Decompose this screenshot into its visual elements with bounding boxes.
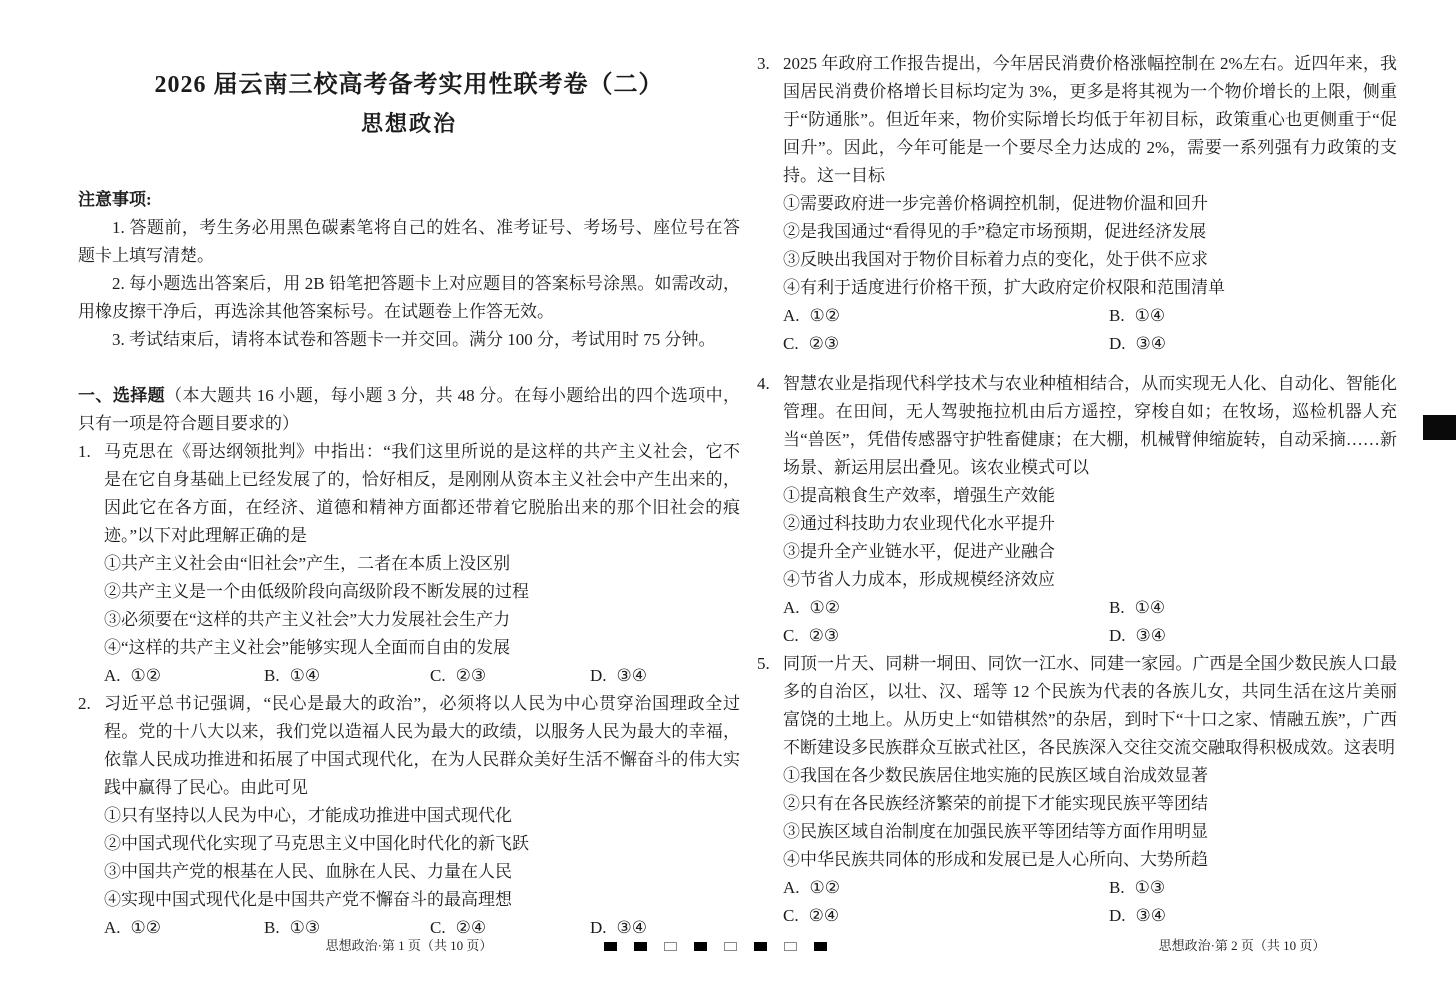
notice-item-1: 1. 答题前，考生务必用黑色碳素笔将自己的姓名、准考证号、考场号、座位号在答题卡上填写清楚。 (78, 218, 740, 265)
question-3-choices (757, 302, 1397, 358)
choice-c: C. ②④ (430, 918, 487, 937)
notice-heading: 注意事项: (78, 190, 152, 209)
question-3-item-1: ①需要政府进一步完善价格调控机制，促进物价温和回升 (783, 194, 1208, 213)
empty-square-mark (784, 942, 797, 951)
footer-squares (604, 942, 827, 951)
page-2 (757, 50, 1397, 930)
question-4-stem: 智慧农业是指现代科学技术与农业种植相结合，从而实现无人化、自动化、智能化管理。在田间，无人驾驶拖拉机由后方遥控，穿梭自如；在牧场，巡检机器人充当“兽医”，凭借传感器守护牲畜健康；在大棚，机械臂伸缩旋转，自动采摘……新场景、新运用层出叠见。该农业模式可以 (783, 374, 1397, 477)
section-heading-bold: 一、选择题 (78, 386, 166, 405)
section-heading (78, 382, 740, 438)
exam-title: 2026 届云南三校高考备考实用性联考卷（二） (154, 72, 664, 98)
choice-a: A. ①② (783, 598, 841, 617)
choice-a: A. ①② (104, 666, 162, 685)
question-3 (757, 50, 1397, 358)
question-2-item-3: ③中国共产党的根基在人民、血脉在人民、力量在人民 (104, 862, 512, 881)
exam-subject-title: 思想政治 (360, 111, 457, 136)
question-1 (78, 438, 740, 690)
choice-a: A. ①② (104, 918, 162, 937)
question-5 (757, 650, 1397, 930)
question-3-number: 3. (757, 54, 770, 73)
choice-a: A. ①② (783, 878, 841, 897)
choice-c: C. ②③ (783, 334, 840, 353)
choice-c: C. ②③ (783, 626, 840, 645)
question-4-number: 4. (757, 374, 770, 393)
question-5-item-4: ④中华民族共同体的形成和发展已是人心所向、大势所趋 (783, 850, 1208, 869)
question-5-number: 5. (757, 654, 770, 673)
choice-b: B. ①③ (264, 918, 321, 937)
page-1 (78, 66, 740, 942)
question-3-item-2: ②是我国通过“看得见的手”稳定市场预期，促进经济发展 (783, 222, 1207, 241)
choice-c: C. ②④ (783, 906, 840, 925)
question-4-choices (757, 594, 1397, 650)
section-heading-rest: （本大题共 16 小题，每小题 3 分，共 48 分。在每小题给出的四个选项中，只有一项是符合题目要求的） (78, 386, 741, 433)
question-5-item-1: ①我国在各少数民族居住地实施的民族区域自治成效显著 (783, 766, 1208, 785)
choice-b: B. ①③ (1109, 878, 1166, 897)
question-1-item-3: ③必须要在“这样的共产主义社会”大力发展社会生产力 (104, 610, 511, 629)
notice-list (78, 214, 740, 354)
question-5-item-3: ③民族区域自治制度在加强民族平等团结等方面作用明显 (783, 822, 1208, 841)
page-2-footer: 思想政治·第 2 页（共 10 页） (1158, 938, 1326, 953)
question-1-item-1: ①共产主义社会由“旧社会”产生，二者在本质上没区别 (104, 554, 511, 573)
question-4-item-3: ③提升全产业链水平，促进产业融合 (783, 542, 1055, 561)
question-1-number: 1. (78, 442, 91, 461)
question-1-item-4: ④“这样的共产主义社会”能够实现人全面而自由的发展 (104, 638, 511, 657)
question-2-number: 2. (78, 694, 91, 713)
filled-square-mark (754, 942, 767, 951)
question-4-item-2: ②通过科技助力农业现代化水平提升 (783, 514, 1055, 533)
question-5-choices (757, 874, 1397, 930)
choice-b: B. ①④ (1109, 598, 1166, 617)
question-2 (78, 690, 740, 942)
question-4-item-1: ①提高粮食生产效率，增强生产效能 (783, 486, 1055, 505)
filled-square-mark (814, 942, 827, 951)
question-3-stem: 2025 年政府工作报告提出，今年居民消费价格涨幅控制在 2%左右。近四年来，我国居民消费价格增长目标均定为 3%，更多是将其视为一个物价增长的上限，侧重于“防通胀”。但近年来，物价实际增长均低于年初目标，政策重心也更侧重于“促回升”。因此，今年可能是一个要尽全力达成的 2%，需要一系列强有力政策的支持。这一目标 (783, 54, 1397, 185)
question-5-item-2: ②只有在各民族经济繁荣的前提下才能实现民族平等团结 (783, 794, 1208, 813)
filled-square-mark (634, 942, 647, 951)
choice-c: C. ②③ (430, 666, 487, 685)
empty-square-mark (664, 942, 677, 951)
question-2-item-2: ②中国式现代化实现了马克思主义中国化时代化的新飞跃 (104, 834, 529, 853)
page-1-footer: 思想政治·第 1 页（共 10 页） (325, 938, 493, 953)
edge-registration-tab (1423, 415, 1456, 440)
question-1-choices (78, 662, 740, 690)
choice-d: D. ③④ (1109, 334, 1167, 353)
question-2-stem: 习近平总书记强调，“民心是最大的政治”，必须将以人民为中心贯穿治国理政全过程。党的十八大以来，我们党以造福人民为最大的政绩，以服务人民为最大的幸福，依靠人民成功推进和拓展了中国式现代化，在为人民群众美好生活不懈奋斗的伟大实践中赢得了民心。由此可见 (104, 694, 740, 797)
question-4 (757, 370, 1397, 650)
empty-square-mark (724, 942, 737, 951)
question-5-stem: 同顶一片天、同耕一垌田、同饮一江水、同建一家园。广西是全国少数民族人口最多的自治区，以壮、汉、瑶等 12 个民族为代表的各族儿女，共同生活在这片美丽富饶的土地上。从历史上“如错棋然”的杂居，到时下“十口之家、情融五族”，广西不断建设多民族群众互嵌式社区，各民族深入交往交流交融取得积极成效。这表明 (783, 654, 1397, 757)
notice-item-3: 3. 考试结束后，请将本试卷和答题卡一并交回。满分 100 分，考试用时 75 分钟。 (112, 330, 716, 349)
question-1-item-2: ②共产主义是一个由低级阶段向高级阶段不断发展的过程 (104, 582, 529, 601)
question-2-item-1: ①只有坚持以人民为中心，才能成功推进中国式现代化 (104, 806, 512, 825)
question-3-item-3: ③反映出我国对于物价目标着力点的变化，处于供不应求 (783, 250, 1208, 269)
question-1-stem: 马克思在《哥达纲领批判》中指出：“我们这里所说的是这样的共产主义社会，它不是在它自身基础上已经发展了的，恰好相反，是刚刚从资本主义社会中产生出来的，因此它在各方面，在经济、道德和精神方面都还带着它脱胎出来的那个旧社会的痕迹。”以下对此理解正确的是 (104, 442, 740, 545)
choice-b: B. ①④ (1109, 306, 1166, 325)
question-3-item-4: ④有利于适度进行价格干预，扩大政府定价权限和范围清单 (783, 278, 1225, 297)
choice-d: D. ③④ (1109, 906, 1167, 925)
filled-square-mark (694, 942, 707, 951)
choice-d: D. ③④ (1109, 626, 1167, 645)
choice-b: B. ①④ (264, 666, 321, 685)
question-4-item-4: ④节省人力成本，形成规模经济效应 (783, 570, 1055, 589)
choice-d: D. ③④ (590, 918, 648, 937)
choice-d: D. ③④ (590, 666, 648, 685)
question-2-item-4: ④实现中国式现代化是中国共产党不懈奋斗的最高理想 (104, 890, 512, 909)
filled-square-mark (604, 942, 617, 951)
choice-a: A. ①② (783, 306, 841, 325)
notice-item-2: 2. 每小题选出答案后，用 2B 铅笔把答题卡上对应题目的答案标号涂黑。如需改动，用橡皮擦干净后，再选涂其他答案标号。在试题卷上作答无效。 (78, 274, 740, 321)
